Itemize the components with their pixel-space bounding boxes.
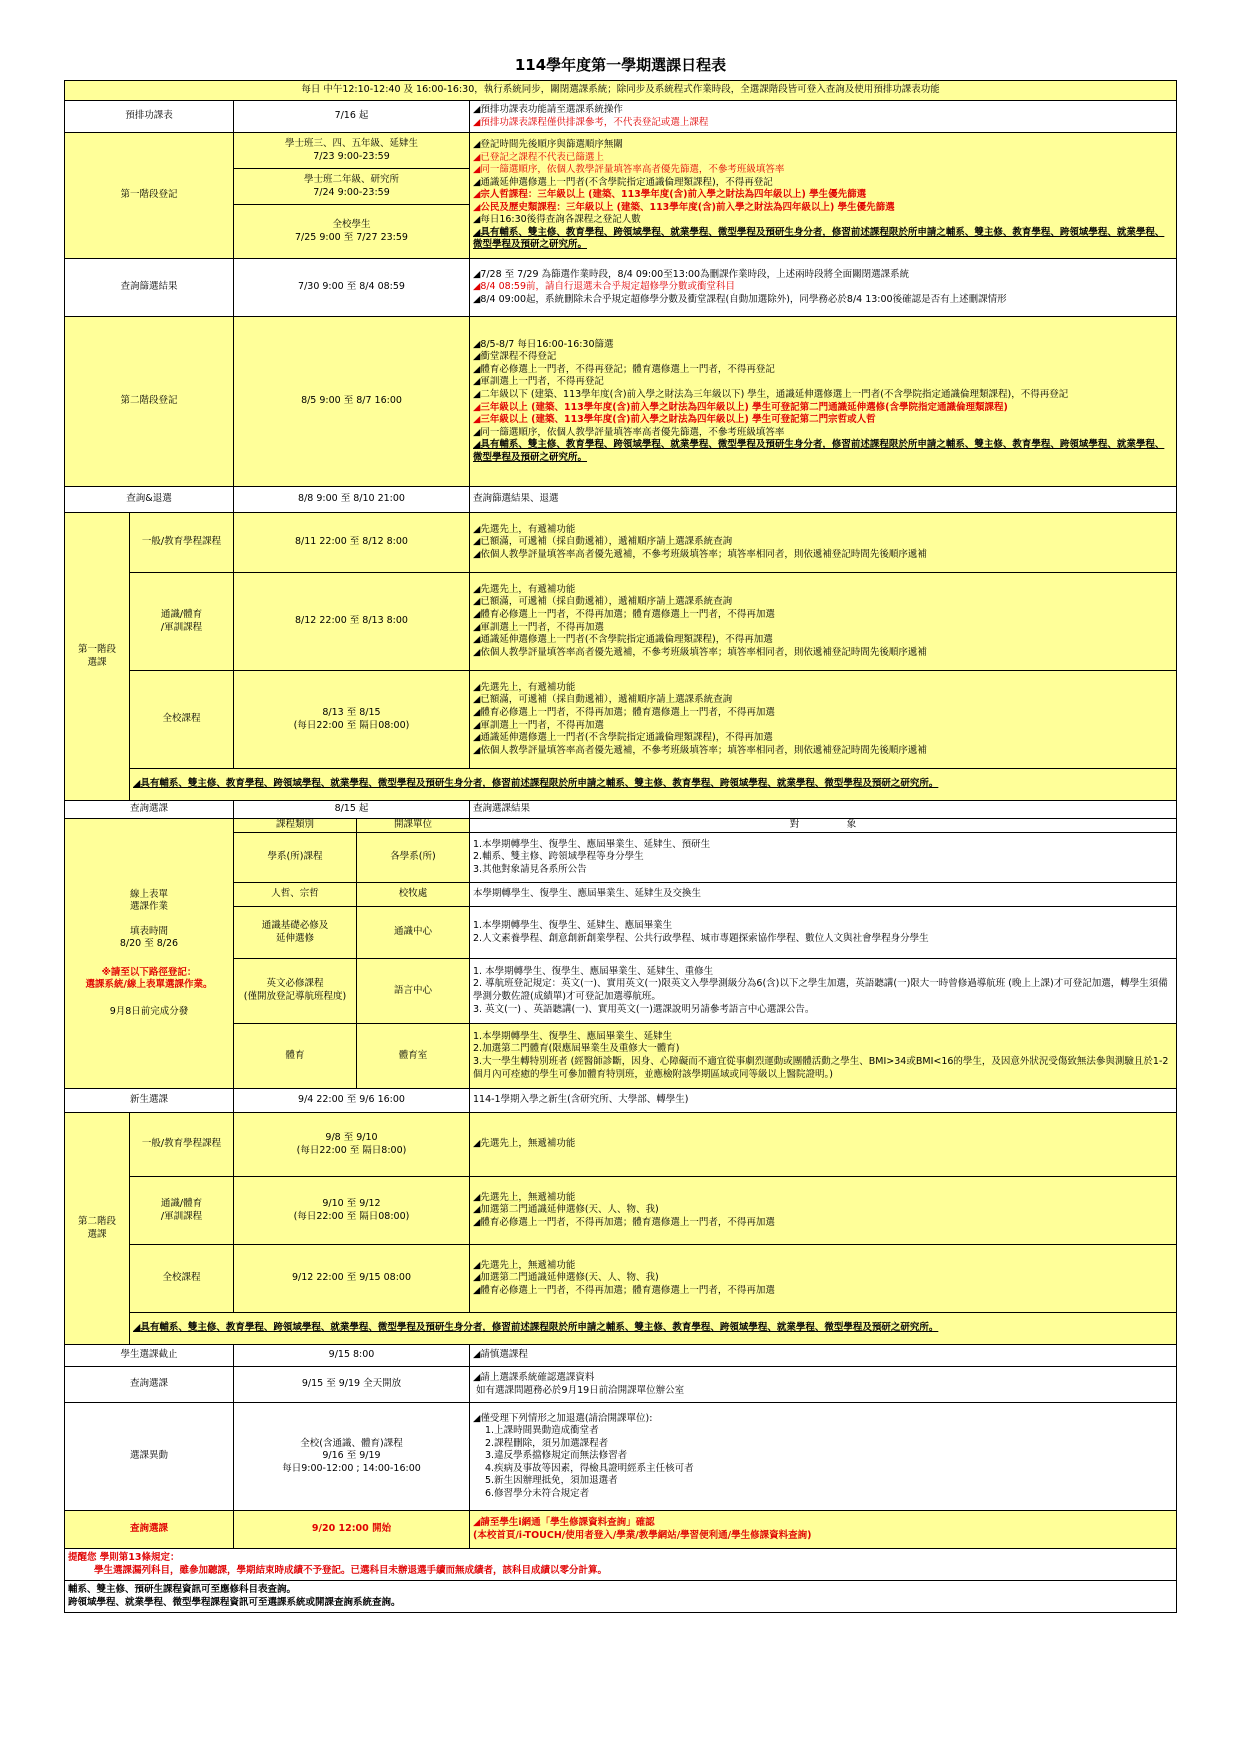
screen-result-time: 7/30 9:00 至 8/4 08:59 [234,259,470,317]
footer-notes: 輔系、雙主修、預研生課程資訊可至應修科目表查詢。 跨領域學程、就業學程、微型學程課程資訊可至選課系統或開課查詢系統查詢。 [65,1581,1177,1613]
query-drop-label: 查詢&退選 [65,487,234,513]
phase1-reg-notes: ◢登記時間先後順序與篩選順序無關 ◢已登記之課程不代表已篩選上 ◢同一篩選順序，依個人教學評量填答率高者優先篩選，不參考班級填答率 ◢通識延伸選修選上一門者(不含學院指定通識倫理類課程)，不得再登記 ◢宗人哲課程：三年級以上 (建築、113學年度(含)前入學之財法為四年級以上) 學生優先篩選 ◢公民及歷史類課程：三年級以上 (建築、113學年度(含)前入學之財法為四年級以上) 學生優先篩選 ◢每日16:30後得查詢各課程之登記人數 ◢具有輔系、雙主修、教育學程、跨領域學程、就業學程、微型學程及預研生身分者，修習前述課程限於所申請之輔系、雙主修、教育學程、跨領域學程、就業學程、微型學程及預研之研究所。 [470,133,1177,259]
phase2-sel-notes: ◢先選先上，無遞補功能 ◢加選第二門通識延伸選修(天、人、物、我) ◢體育必修選上一門者，不得再加選；體育選修選上一門者，不得再加選 [470,1177,1177,1245]
form-unit: 通識中心 [357,907,470,959]
final-query-label: 查詢選課 [65,1511,234,1549]
note-line: ◢預排功課表功能請至選課系統操作 [473,103,623,115]
phase2-reg-notes: ◢8/5-8/7 每日16:00-16:30篩選 ◢衝堂課程不得登記 ◢體育必修選上一門者，不得再登記；體育選修選上一門者，不得再登記 ◢軍訓選上一門者，不得再登記 ◢二年級以下 (建築、113學年度(含)前入學之財法為三年級以下) 學生，通識延伸選修選上一門者(不含學院指定通識倫理類課程)，不得再登記 ◢三年級以上 (建築、113學年度(含)前入學之財法為四年級以上) 學生可登記第二門通識延伸選修(含學院指定通識倫理類課程) ◢三年級以上 (建築、113學年度(含)前入學之財法為四年級以上) 學生可登記第二門宗哲或人哲 ◢同一篩選順序，依個人教學評量填答率高者優先篩選，不參考班級填答率 ◢具有輔系、雙主修、教育學程、跨領域學程、就業學程、微型學程及預研生身分者，修習前述課程限於所申請之輔系、雙主修、教育學程、跨領域學程、就業學程、微型學程及預研之研究所。 [470,317,1177,487]
form-cat: 體育 [234,1024,357,1089]
freshman-label: 新生選課 [65,1089,234,1113]
schedule-table [64,80,1177,1613]
query-sel2-label: 查詢選課 [65,1367,234,1403]
query-drop-time: 8/8 9:00 至 8/10 21:00 [234,487,470,513]
form-target: 本學期轉學生、復學生、應屆畢業生、延肄生及交換生 [470,883,1177,907]
final-query-time: 9/20 12:00 開始 [234,1511,470,1549]
phase2-reg-label: 第二階段登記 [65,317,234,487]
form-target: 1.本學期轉學生、復學生、應屆畢業生、延肄生 2.加選第二門體育(限應屆畢業生及重修大一體育) 3.大一學生轉特別班者 (經醫師診斷，因身、心障礙而不適宜從事劇烈運動或團體活動之學生、BMI>34或BMI<16的學生，及因意外狀況受傷致無法參與測驗且於1-2個月內可痊癒的學生可參加體育特別班，並應檢附該學期區域或同等級以上醫院證明。) [470,1024,1177,1089]
reminder: 提醒您 學則第13條規定： 學生選課漏列科目，雖參加聽課，學期結束時成績不予登記。已選科目未辦退選手續而無成績者，該科目成績以零分計算。 [65,1549,1177,1581]
phase2-reg-time: 8/5 9:00 至 8/7 16:00 [234,317,470,487]
form-header-cat: 課程類別 [234,819,357,833]
query-sel2-notes: ◢請上選課系統確認選課資料 如有選課問題務必於9月19日前洽開課單位辦公室 [470,1367,1177,1403]
prearrange-label: 預排功課表 [65,101,234,133]
final-query-notes: ◢請至學生i網通「學生修課資料查詢」確認 (本校首頁/i-TOUCH/使用者登入/學業/教學網站/學習便利通/學生修課資料查詢) [470,1511,1177,1549]
form-target: 1. 本學期轉學生、復學生、應屆畢業生、延肄生、重修生 2. 導航班登記規定：英文(一)、實用英文(一)限英文入學學測級分為6(含)以下之學生加選，英語聽講(一)限大一時曾修過導航班 (晚上上課)才可登記加選，轉學生須備學測分數佐證(成績單)才可登記加選導航班。 3. 英文(一) 、英語聽講(一)、實用英文(一)選課說明另請參考語言中心選課公告。 [470,959,1177,1024]
phase1-reg-label: 第一階段登記 [65,133,234,259]
phase2-sel-time: 9/10 至 9/12 (每日22:00 至 隔日08:00) [234,1177,470,1245]
form-unit: 語言中心 [357,959,470,1024]
phase1-sel-category: 一般/教育學程課程 [130,513,234,573]
sel-end-time: 9/15 8:00 [234,1345,470,1367]
phase1-reg-group: 學士班三、四、五年級、延肄生 7/23 9:00-23:59 [234,133,470,169]
query-sel1-note: 查詢選課結果 [470,801,1177,819]
phase1-sel-time: 8/12 22:00 至 8/13 8:00 [234,573,470,671]
form-cat: 英文必修課程 (僅開放登記導航班程度) [234,959,357,1024]
freshman-time: 9/4 22:00 至 9/6 16:00 [234,1089,470,1113]
phase2-sel-notes: ◢先選先上，無遞補功能 [470,1113,1177,1177]
query-sel1-label: 查詢選課 [65,801,234,819]
change-label: 選課異動 [65,1403,234,1511]
phase1-sel-notes: ◢先選先上，有遞補功能 ◢已額滿，可遞補（採自動遞補），遞補順序請上選課系統查詢 ◢依個人教學評量填答率高者優先遞補，不參考班級填答率；填答率相同者，則依遞補登記時間先後順序遞補 [470,513,1177,573]
change-notes: ◢僅受理下列情形之加退選(請洽開課單位): 1.上課時間異動造成衝堂者 2.課程刪除，須另加選課程者 3.違反學系擋修規定而無法修習者 4.疾病及事故等因素，得檢具證明經系主任核可者 5.新生因辦理抵免，須加退選者 6.修習學分未符合規定者 [470,1403,1177,1511]
form-target: 1.本學期轉學生、復學生、應屆畢業生、延肄生、預研生 2.輔系、雙主修、跨領域學程等身分學生 3.其他對象請見各系所公告 [470,833,1177,883]
form-target: 1.本學期轉學生、復學生、延肄生、應屆畢業生 2.人文素養學程、創意創新創業學程、公共行政學程、城市專題探索協作學程、數位人文與社會學程身分學生 [470,907,1177,959]
form-unit: 校牧處 [357,883,470,907]
phase2-sel-category: 全校課程 [130,1245,234,1313]
form-label: 線上表單 選課作業 填表時間 8/20 至 8/26 ※請至以下路徑登記： 選課系統/線上表單選課作業。 9月8日前完成分發 [65,819,234,1089]
query-sel1-time: 8/15 起 [234,801,470,819]
page-title: 114學年度第一學期選課日程表 [514,56,727,74]
prearrange-notes [470,101,1177,133]
phase1-sel-category: 全校課程 [130,671,234,769]
phase1-sel-notes: ◢先選先上，有遞補功能 ◢已額滿，可遞補（採自動遞補），遞補順序請上選課系統查詢 ◢體育必修選上一門者，不得再加選；體育選修選上一門者，不得再加選 ◢軍訓選上一門者，不得再加選 ◢通識延伸選修選上一門者(不含學院指定通識倫理類課程)，不得再加選 ◢依個人教學評量填答率高者優先遞補，不參考班級填答率；填答率相同者，則依遞補登記時間先後順序遞補 [470,573,1177,671]
form-cat: 學系(所)課程 [234,833,357,883]
form-unit: 體育室 [357,1024,470,1089]
form-header-unit: 開課單位 [357,819,470,833]
form-header-target: 對 象 [470,819,1177,833]
phase1-reg-group: 全校學生 7/25 9:00 至 7/27 23:59 [234,205,470,259]
form-cat: 通識基礎必修及 延伸選修 [234,907,357,959]
phase2-sel-notes: ◢先選先上，無遞補功能 ◢加選第二門通識延伸選修(天、人、物、我) ◢體育必修選上一門者，不得再加選；體育選修選上一門者，不得再加選 [470,1245,1177,1313]
phase1-sel-notes: ◢先選先上，有遞補功能 ◢已額滿，可遞補（採自動遞補），遞補順序請上選課系統查詢 ◢體育必修選上一門者，不得再加選；體育選修選上一門者，不得再加選 ◢軍訓選上一門者，不得再加選 ◢通識延伸選修選上一門者(不含學院指定通識倫理類課程)，不得再加選 ◢依個人教學評量填答率高者優先遞補，不參考班級填答率；填答率相同者，則依遞補登記時間先後順序遞補 [470,671,1177,769]
note-line: ◢預排功課表課程僅供排課參考，不代表登記或選上課程 [473,116,709,128]
phase1-sel-time: 8/11 22:00 至 8/12 8:00 [234,513,470,573]
screen-result-label: 查詢篩選結果 [65,259,234,317]
form-done: 9月8日前完成分發 [109,1005,189,1017]
phase2-sel-label: 第二階段 選課 [65,1113,130,1345]
phase2-sel-category: 一般/教育學程課程 [130,1113,234,1177]
query-drop-note: 查詢篩選結果、退選 [470,487,1177,513]
form-cat: 人哲、宗哲 [234,883,357,907]
change-time: 全校(含通識、體育)課程 9/16 至 9/19 每日9:00-12:00 ; 14:00-16:00 [234,1403,470,1511]
form-warning: ※請至以下路徑登記： 選課系統/線上表單選課作業。 [85,966,213,991]
phase2-sel-time: 9/12 22:00 至 9/15 08:00 [234,1245,470,1313]
sync-banner: 每日 中午12:10-12:40 及 16:00-16:30，執行系統同步，關閉選課系統；除同步及系統程式作業時段，全選課階段皆可登入查詢及使用預排功課表功能 [65,81,1177,101]
prearrange-time: 7/16 起 [234,101,470,133]
phase1-sel-label: 第一階段 選課 [65,513,130,801]
phase2-sel-footnote: ◢具有輔系、雙主修、教育學程、跨領域學程、就業學程、微型學程及預研生身分者，修習前述課程限於所申請之輔系、雙主修、教育學程、跨領域學程、就業學程、微型學程及預研之研究所。 [130,1313,1177,1345]
phase1-sel-category: 通識/體育 /軍訓課程 [130,573,234,671]
sel-end-note: ◢請慎選課程 [470,1345,1177,1367]
freshman-note: 114-1學期入學之新生(含研究所、大學部、轉學生) [470,1089,1177,1113]
sel-end-label: 學生選課截止 [65,1345,234,1367]
form-unit: 各學系(所) [357,833,470,883]
phase1-sel-time: 8/13 至 8/15 (每日22:00 至 隔日08:00) [234,671,470,769]
phase1-reg-group: 學士班二年級、研究所 7/24 9:00-23:59 [234,169,470,205]
query-sel2-time: 9/15 至 9/19 全天開放 [234,1367,470,1403]
screen-result-notes: ◢7/28 至 7/29 為篩選作業時段，8/4 09:00至13:00為刪課作業時段，上述兩時段將全面關閉選課系統 ◢8/4 08:59前，請自行退選未合乎規定超修學分數或衝堂科目 ◢8/4 09:00起，系統刪除未合乎規定超修學分數及衝堂課程(自動加選除外)，同學務必於8/4 13:00後確認是否有上述刪課情形 [470,259,1177,317]
phase1-sel-footnote: ◢具有輔系、雙主修、教育學程、跨領域學程、就業學程、微型學程及預研生身分者，修習前述課程限於所申請之輔系、雙主修、教育學程、跨領域學程、就業學程、微型學程及預研之研究所。 [130,769,1177,801]
phase2-sel-time: 9/8 至 9/10 (每日22:00 至 隔日8:00) [234,1113,470,1177]
phase2-sel-category: 通識/體育 /軍訓課程 [130,1177,234,1245]
